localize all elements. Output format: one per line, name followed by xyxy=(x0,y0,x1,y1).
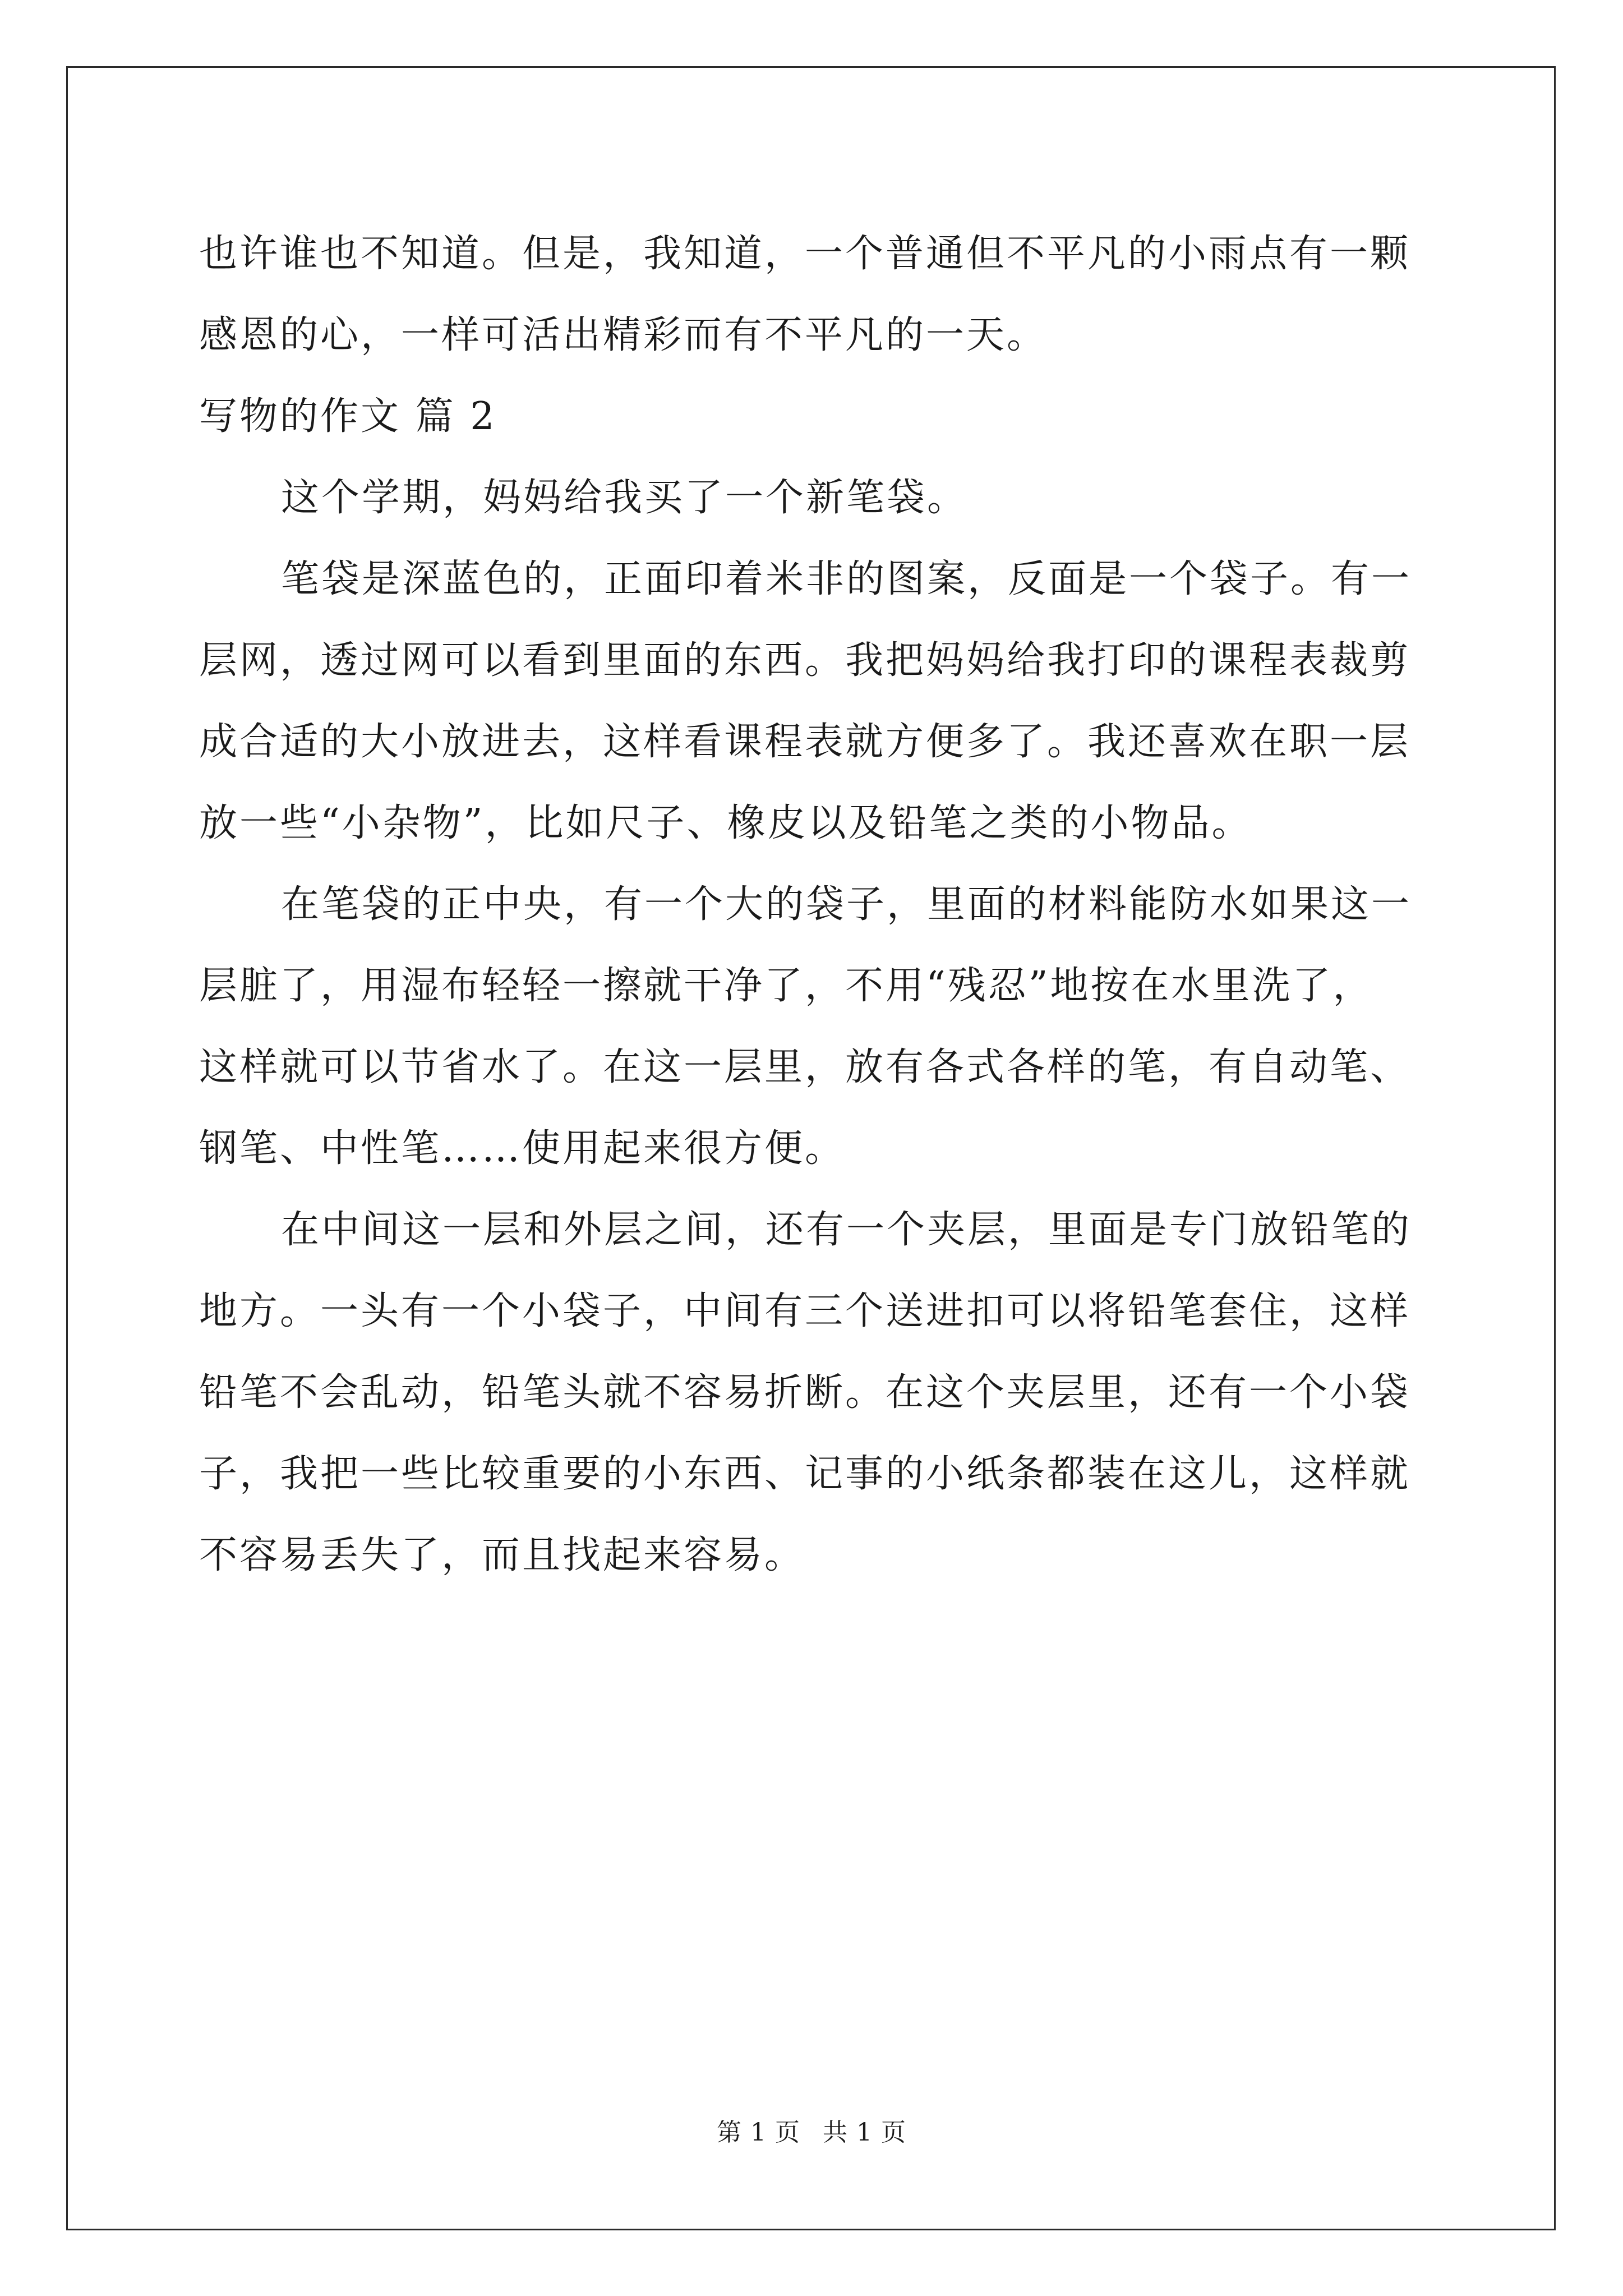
text-line: 成合适的大小放进去，这样看课程表就方便多了。我还喜欢在职一层 xyxy=(199,720,1411,764)
text-line: 钢笔、中性笔……使用起来很方便。 xyxy=(199,1126,846,1171)
page-footer xyxy=(0,2112,1623,2148)
paragraph-start: 笔袋是深蓝色的，正面印着米非的图案，反面是一个袋子。有一 xyxy=(281,557,1412,601)
text-line: 子，我把一些比较重要的小东西、记事的小纸条都装在这儿，这样就 xyxy=(199,1452,1411,1496)
text-line: 感恩的心，一样可活出精彩而有不平凡的一天。 xyxy=(199,313,1048,357)
text-line: 铅笔不会乱动，铅笔头就不容易折断。在这个夹层里，还有一个小袋 xyxy=(199,1370,1411,1415)
page-number: 第 1 页 xyxy=(717,2118,800,2147)
text-line: 也许谁也不知道。但是，我知道，一个普通但不平凡的小雨点有一颗 xyxy=(199,232,1411,276)
text-line: 不容易丢失了，而且找起来容易。 xyxy=(199,1533,805,1577)
text-line: 这样就可以节省水了。在这一层里，放有各式各样的笔，有自动笔、 xyxy=(199,1045,1411,1089)
paragraph-start: 这个学期，妈妈给我买了一个新笔袋。 xyxy=(281,476,968,520)
document-body xyxy=(199,213,1433,1596)
paragraph-start: 在笔袋的正中央，有一个大的袋子，里面的材料能防水如果这一 xyxy=(281,882,1412,927)
paragraph-start: 在中间这一层和外层之间，还有一个夹层，里面是专门放铅笔的 xyxy=(281,1208,1412,1252)
text-line: 放一些“小杂物”，比如尺子、橡皮以及铅笔之类的小物品。 xyxy=(199,801,1252,845)
text-line: 地方。一头有一个小袋子，中间有三个送进扣可以将铅笔套住，这样 xyxy=(199,1289,1411,1333)
text-line: 层脏了，用湿布轻轻一擦就干净了，不用“残忍”地按在水里洗了， xyxy=(199,964,1373,1008)
section-heading: 写物的作文 篇 2 xyxy=(199,394,497,439)
page-total: 共 1 页 xyxy=(823,2118,906,2147)
text-line: 层网，透过网可以看到里面的东西。我把妈妈给我打印的课程表裁剪 xyxy=(199,638,1411,683)
